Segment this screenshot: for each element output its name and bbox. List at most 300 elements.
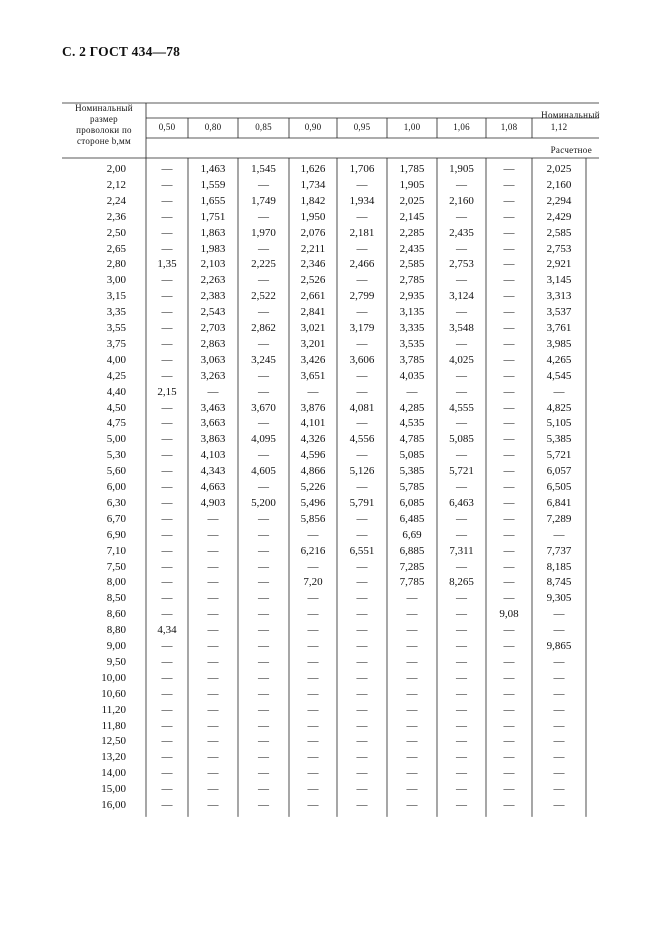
row-size: 2,80	[106, 258, 126, 271]
table-cell: —	[406, 799, 418, 811]
table-cell: —	[161, 512, 173, 525]
column-header: 1,06	[453, 122, 470, 132]
table-cell: 6,216	[300, 544, 326, 557]
table-cell: —	[503, 163, 515, 175]
table-cell: 7,737	[546, 544, 572, 557]
table-cell: —	[456, 274, 467, 287]
table-cell: —	[307, 640, 319, 652]
table-cell: 4,596	[300, 449, 326, 462]
row-size: 4,50	[106, 401, 126, 414]
table-cell: —	[456, 687, 467, 700]
table-cell: 2,753	[449, 258, 474, 271]
table-cell: 5,200	[251, 496, 276, 509]
row-size: 3,15	[106, 290, 126, 303]
table-cell: —	[161, 719, 173, 732]
table-cell: 4,825	[546, 401, 572, 414]
table-cell: —	[161, 210, 173, 223]
table-cell: 7,311	[449, 544, 474, 557]
table-cell: —	[356, 576, 368, 589]
table-cell: 6,885	[399, 544, 425, 557]
row-size: 10,60	[101, 687, 126, 700]
table-cell: —	[161, 449, 173, 462]
table-cell: 2,435	[399, 242, 425, 255]
table-cell: 5,721	[449, 465, 474, 478]
table-cell: 5,721	[546, 449, 572, 462]
table-cell: 2,181	[349, 226, 375, 239]
table-cell: —	[161, 417, 173, 430]
table-cell: 4,103	[200, 449, 226, 462]
table-cell: —	[258, 592, 269, 605]
table-cell: 3,179	[349, 322, 375, 334]
table-cell: 3,426	[300, 353, 326, 366]
table-cell: —	[503, 576, 515, 589]
table-cell: —	[456, 767, 467, 780]
table-cell: 3,135	[399, 306, 425, 319]
table-cell: —	[456, 655, 467, 668]
table-cell: 3,863	[200, 433, 226, 446]
table-cell: —	[503, 655, 515, 668]
table-cell: 4,095	[251, 433, 276, 446]
table-cell: —	[503, 465, 515, 478]
table-cell: 4,785	[399, 433, 425, 446]
table-cell: —	[258, 783, 269, 796]
table-cell: —	[553, 719, 565, 732]
table-cell: —	[553, 608, 565, 621]
row-size: 8,50	[106, 592, 126, 605]
table-cell: —	[161, 783, 173, 796]
table-cell: —	[307, 671, 319, 684]
column-header: 0,95	[353, 122, 371, 132]
table-cell: —	[503, 767, 515, 780]
table-cell: —	[161, 433, 173, 446]
row-size: 2,12	[106, 178, 126, 191]
table-cell: —	[161, 528, 173, 541]
table-cell: 2,841	[300, 306, 326, 319]
table-cell: —	[356, 417, 368, 430]
table-cell: 5,085	[449, 433, 474, 446]
table-cell: —	[161, 640, 173, 652]
table-cell: —	[456, 481, 467, 493]
table-cell: 3,663	[200, 417, 226, 430]
table-cell: —	[258, 671, 269, 684]
table-cell: 3,463	[200, 401, 226, 414]
table-cell: —	[503, 274, 515, 287]
table-cell: —	[503, 703, 515, 716]
table-cell: —	[356, 178, 368, 191]
table-cell: 1,751	[200, 210, 226, 223]
table-cell: —	[258, 242, 269, 255]
table-cell: —	[356, 671, 368, 684]
table-cell: —	[356, 799, 368, 811]
table-cell: —	[503, 242, 515, 255]
table-cell: —	[207, 703, 219, 716]
table-cell: —	[356, 242, 368, 255]
size-column-header: Номинальный размер проволоки по стороне b,мм	[75, 103, 133, 146]
table-cell: —	[553, 799, 565, 811]
table-cell: 2,285	[399, 226, 425, 239]
table-cell: —	[307, 703, 319, 716]
table-cell: —	[307, 385, 319, 398]
table-cell: —	[207, 671, 219, 684]
row-size: 4,00	[106, 353, 126, 366]
table-cell: 1,970	[251, 226, 276, 239]
table-cell: —	[161, 655, 173, 668]
row-size: 5,60	[106, 465, 126, 478]
table-cell: 2,753	[546, 242, 572, 255]
table-cell: —	[503, 528, 515, 541]
table-cell: 2,661	[300, 290, 326, 303]
row-size: 2,24	[106, 194, 126, 207]
table-cell: —	[503, 481, 515, 493]
table-cell: —	[161, 306, 173, 319]
table-cell: —	[307, 719, 319, 732]
table-cell: —	[503, 258, 515, 271]
table-cell: —	[207, 655, 219, 668]
table-cell: 9,08	[499, 608, 519, 621]
table-cell: 2,103	[200, 258, 226, 271]
table-cell: —	[356, 306, 368, 319]
table-cell: —	[503, 687, 515, 700]
table-cell: 3,651	[300, 369, 326, 382]
table-cell: 6,463	[449, 496, 474, 509]
table-cell: —	[503, 385, 515, 398]
row-size: 14,00	[101, 767, 126, 780]
table-cell: 2,935	[399, 290, 425, 303]
table-cell: —	[356, 385, 368, 398]
column-header: 1,12	[550, 122, 568, 132]
table-cell: —	[356, 624, 368, 637]
table-cell: —	[161, 465, 173, 478]
table-cell: —	[307, 655, 319, 668]
table-cell: —	[553, 767, 565, 780]
table-cell: 1,905	[399, 178, 425, 191]
table-cell: —	[161, 735, 173, 748]
table-cell: 4,545	[546, 369, 572, 382]
table-cell: —	[307, 751, 319, 764]
table-cell: —	[456, 640, 467, 652]
table-cell: —	[553, 783, 565, 796]
table-cell: 2,160	[546, 178, 572, 191]
table-cell: 5,385	[399, 465, 425, 478]
row-size: 12,50	[101, 735, 126, 748]
table-cell: —	[207, 528, 219, 541]
table-cell: 1,905	[449, 163, 474, 175]
table-cell: —	[503, 210, 515, 223]
table-cell: —	[161, 703, 173, 716]
table-cell: —	[207, 687, 219, 700]
table-cell: —	[456, 512, 467, 525]
table-cell: —	[356, 655, 368, 668]
row-size: 16,00	[101, 799, 126, 811]
table-cell: —	[258, 703, 269, 716]
table-cell: 3,313	[546, 290, 572, 303]
table-cell: 8,745	[546, 576, 572, 589]
table-cell: 4,035	[399, 369, 425, 382]
row-size: 9,00	[106, 640, 126, 652]
table-cell: 2,225	[251, 258, 276, 271]
table-cell: —	[456, 735, 467, 748]
table-cell: —	[307, 560, 319, 573]
table-cell: —	[503, 417, 515, 430]
table-cell: 3,670	[251, 401, 276, 414]
table-cell: 2,211	[300, 242, 326, 255]
row-size: 8,60	[106, 608, 126, 621]
table-cell: 3,124	[449, 290, 474, 303]
table-cell: —	[503, 449, 515, 462]
table-cell: 5,496	[300, 496, 326, 509]
table-cell: —	[356, 449, 368, 462]
table-cell: —	[258, 528, 269, 541]
table-cell: 3,535	[399, 337, 425, 350]
row-size: 13,20	[101, 751, 126, 764]
row-size: 2,50	[106, 226, 126, 239]
table-cell: —	[503, 799, 515, 811]
row-size: 5,30	[106, 449, 126, 462]
row-size: 8,00	[106, 576, 126, 589]
table-cell: —	[161, 560, 173, 573]
table-cell: —	[406, 783, 418, 796]
table-cell: —	[553, 671, 565, 684]
table-cell: —	[406, 592, 418, 605]
table-cell: 1,842	[300, 194, 326, 207]
row-size: 8,80	[106, 624, 126, 637]
table-cell: 2,294	[546, 194, 572, 207]
table-cell: 8,265	[449, 576, 474, 589]
table-cell: —	[258, 719, 269, 732]
table-cell: —	[503, 671, 515, 684]
table-cell: —	[406, 640, 418, 652]
table-cell: —	[406, 767, 418, 780]
table-cell: —	[406, 624, 418, 637]
table-cell: —	[161, 496, 173, 509]
table-cell: —	[503, 369, 515, 382]
table-cell: 1,706	[349, 163, 375, 175]
table-cell: —	[161, 576, 173, 589]
table-cell: —	[258, 306, 269, 319]
row-size: 15,00	[101, 783, 126, 796]
table-cell: 5,226	[300, 481, 326, 493]
table-cell: —	[503, 624, 515, 637]
table-cell: 2,025	[399, 194, 425, 207]
table-cell: —	[456, 528, 467, 541]
table-cell: 2,862	[251, 322, 276, 334]
table-cell: —	[356, 210, 368, 223]
table-cell: —	[258, 560, 269, 573]
table-cell: —	[503, 322, 515, 334]
table-cell: —	[456, 751, 467, 764]
table-cell: —	[207, 624, 219, 637]
table-cell: —	[503, 194, 515, 207]
table-cell: 3,761	[546, 322, 572, 334]
table-cell: —	[406, 719, 418, 732]
table-cell: —	[207, 592, 219, 605]
table-cell: —	[456, 306, 467, 319]
table-cell: —	[456, 210, 467, 223]
table-cell: 1,934	[349, 194, 375, 207]
table-cell: —	[503, 735, 515, 748]
table-cell: 2,585	[399, 258, 425, 271]
table-cell: —	[553, 385, 565, 398]
table-cell: —	[456, 242, 467, 255]
table-cell: 2,145	[399, 210, 425, 223]
table-cell: —	[161, 178, 173, 191]
table-cell: 4,903	[200, 496, 226, 509]
table-cell: 4,081	[349, 401, 375, 414]
table-cell: —	[356, 592, 368, 605]
table-cell: 3,145	[546, 274, 572, 287]
table-cell: —	[161, 608, 173, 621]
table-cell: —	[207, 767, 219, 780]
table-cell: —	[356, 640, 368, 652]
table-cell: —	[258, 751, 269, 764]
table-cell: 1,559	[200, 178, 226, 191]
row-size: 6,70	[106, 512, 126, 525]
column-header: 0,85	[255, 122, 272, 132]
table-cell: —	[456, 369, 467, 382]
table-cell: —	[406, 671, 418, 684]
table-cell: —	[207, 735, 219, 748]
table-cell: —	[503, 433, 515, 446]
table-cell: —	[161, 337, 173, 350]
table-cell: —	[307, 608, 319, 621]
table-cell: 2,799	[349, 290, 375, 303]
table-cell: —	[503, 290, 515, 303]
table-cell: —	[207, 640, 219, 652]
table-cell: 1,35	[157, 258, 177, 271]
table-cell: —	[553, 655, 565, 668]
table-cell: 2,435	[449, 226, 474, 239]
column-header: 1,08	[500, 122, 518, 132]
table-cell: 2,383	[200, 290, 226, 303]
table-cell: —	[258, 274, 269, 287]
table-cell: —	[406, 687, 418, 700]
table-cell: 3,985	[546, 337, 572, 350]
table-cell: —	[553, 528, 565, 541]
table-cell: 1,863	[200, 226, 226, 239]
table-cell: 4,866	[300, 465, 326, 478]
table-cell: 4,605	[251, 465, 276, 478]
table-cell: —	[406, 751, 418, 764]
table-cell: —	[258, 449, 269, 462]
table-cell: 4,285	[399, 401, 425, 414]
table-cell: —	[258, 544, 269, 557]
table-cell: 2,522	[251, 290, 276, 303]
row-size: 6,90	[106, 528, 126, 541]
table-cell: —	[356, 512, 368, 525]
table-cell: 5,105	[546, 417, 572, 430]
table-cell: —	[503, 544, 515, 557]
table-cell: —	[456, 799, 467, 811]
table-cell: 7,785	[399, 576, 425, 589]
table-cell: 4,535	[399, 417, 425, 430]
table-cell: —	[161, 353, 173, 366]
table-cell: —	[553, 703, 565, 716]
row-size: 11,80	[101, 719, 126, 732]
table-cell: —	[258, 385, 269, 398]
table-cell: 2,526	[300, 274, 326, 287]
table-cell: 1,463	[200, 163, 226, 175]
table-cell: —	[356, 783, 368, 796]
table-cell: —	[207, 544, 219, 557]
table-cell: —	[503, 640, 515, 652]
table-cell: —	[161, 687, 173, 700]
row-size: 3,35	[106, 306, 126, 319]
table-cell: —	[258, 210, 269, 223]
table-cell: —	[356, 481, 368, 493]
table-cell: —	[258, 576, 269, 589]
table-cell: 4,265	[546, 353, 572, 366]
table-cell: 5,785	[399, 481, 425, 493]
table-cell: —	[258, 799, 269, 811]
table-cell: 2,15	[157, 385, 177, 398]
table-cell: —	[553, 735, 565, 748]
table-cell: —	[456, 417, 467, 430]
table-cell: 7,289	[546, 512, 572, 525]
table-cell: 4,34	[157, 624, 177, 637]
table-cell: —	[258, 417, 269, 430]
table-cell: —	[307, 783, 319, 796]
table-cell: 2,543	[200, 306, 226, 319]
table-cell: —	[456, 719, 467, 732]
group-header-calculated: Расчетное	[550, 145, 592, 155]
row-size: 3,75	[106, 337, 126, 350]
table-cell: —	[258, 655, 269, 668]
row-size: 5,00	[106, 433, 126, 446]
table-cell: —	[456, 560, 467, 573]
table-cell: —	[161, 751, 173, 764]
table-cell: 2,863	[200, 337, 226, 350]
table-cell: —	[503, 560, 515, 573]
table-cell: —	[258, 640, 269, 652]
table-cell: —	[356, 528, 368, 541]
table-cell: —	[356, 735, 368, 748]
table-cell: —	[307, 687, 319, 700]
table-cell: —	[207, 385, 219, 398]
table-cell: 1,950	[300, 210, 326, 223]
row-size: 3,55	[106, 322, 126, 334]
table-cell: 5,085	[399, 449, 425, 462]
table-cell: —	[503, 401, 515, 414]
table-cell: —	[356, 687, 368, 700]
table-cell: 5,856	[300, 512, 326, 525]
table-cell: 6,69	[402, 528, 422, 541]
table-cell: 5,126	[349, 465, 375, 478]
table-cell: 4,663	[200, 481, 226, 493]
table-cell: 3,606	[349, 353, 375, 366]
table-cell: 9,305	[546, 592, 572, 605]
table-cell: —	[207, 608, 219, 621]
row-size: 3,00	[106, 274, 126, 287]
table-cell: 3,785	[399, 353, 425, 366]
table-cell: 3,021	[300, 322, 326, 334]
table-cell: 2,025	[546, 163, 572, 175]
table-cell: —	[356, 751, 368, 764]
table-cell: —	[307, 624, 319, 637]
table-cell: 1,655	[200, 194, 226, 207]
table-cell: —	[307, 528, 319, 541]
table-cell: —	[503, 592, 515, 605]
table-cell: 3,335	[399, 322, 425, 334]
row-size: 7,50	[106, 560, 126, 573]
table-cell: 6,057	[546, 465, 572, 478]
table-cell: 3,537	[546, 306, 572, 319]
table-cell: —	[258, 608, 269, 621]
table-cell: 6,841	[546, 496, 572, 509]
table-cell: —	[161, 767, 173, 780]
table-cell: —	[258, 735, 269, 748]
table-cell: 4,025	[449, 353, 474, 366]
table-cell: —	[503, 751, 515, 764]
